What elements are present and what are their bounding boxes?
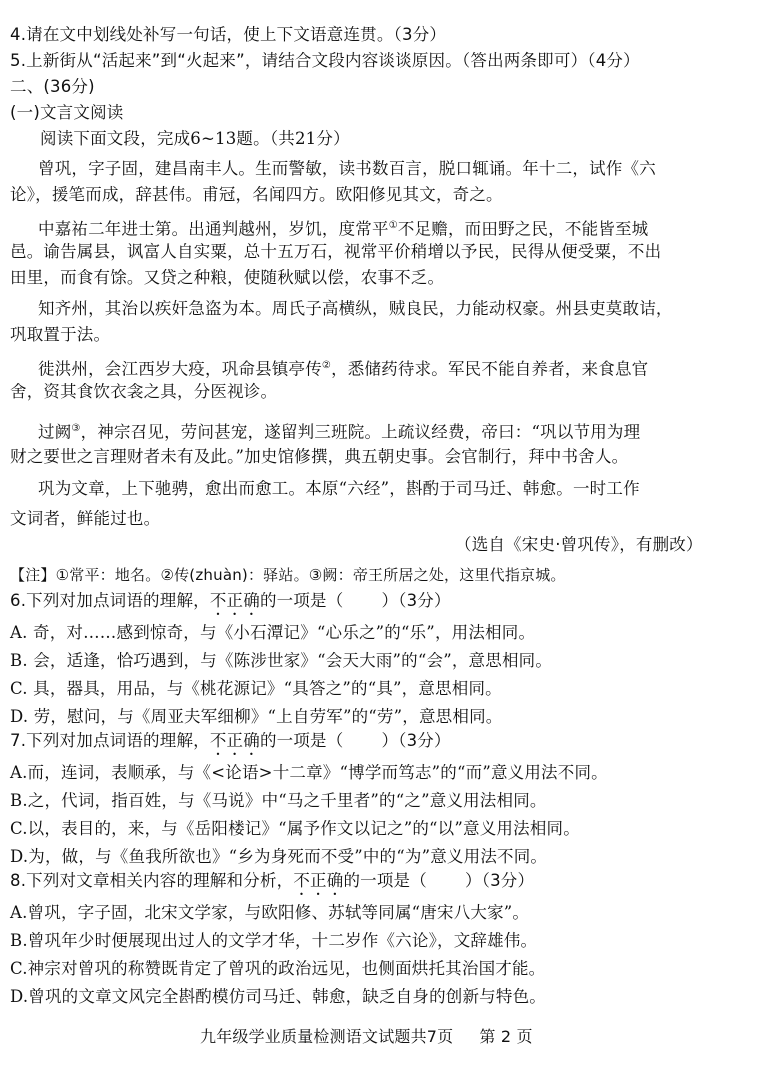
question-8-option: C.神宗对曾巩的称赞既肯定了曾巩的政治远见，也侧面烘托其治国才能。: [10, 959, 546, 978]
question-5: 5.上新街从“活起来”到“火起来”，请结合文段内容谈谈原因。（答出两条即可）（4分）: [10, 51, 640, 70]
stem-text: 的一项是（: [259, 591, 344, 610]
question-6-stem: [10, 590, 451, 619]
passage-text: ，神宗召见，劳问甚宠，遂留判三班院。上疏议经费，帝曰：“巩以节用为理: [80, 422, 641, 442]
note-mark: ②: [321, 360, 332, 371]
passage-line: [38, 215, 648, 241]
passage-line: 财之要世之言理财者未有及此。”加史馆修撰，典五朝史事。会官制行，拜中书舍人。: [10, 447, 629, 466]
stem-text: ）（3分）: [381, 591, 451, 610]
question-7-stem: [10, 730, 451, 759]
passage-text: ，悉储药待求。军民不能自养者，来食息官: [331, 359, 649, 379]
question-7-option: A.而，连词，表顺承，与《<论语>十二章》“博学而笃志”的“而”意义用法不同。: [10, 763, 608, 782]
section-heading: 二、(36分): [10, 77, 95, 96]
passage-notes: 【注】①常平：地名。②传(zhuàn)：驿站。③阙：帝王所居之处，这里代指京城。: [10, 566, 566, 584]
question-7-option: B.之，代词，指百姓，与《马说》中“马之千里者”的“之”意义用法相同。: [10, 791, 547, 810]
question-4: 4.请在文中划线处补写一句话，使上下文语意连贯。（3分）: [10, 25, 447, 44]
passage-line: 论》，援笔而成，辞甚伟。甫冠，名闻四方。欧阳修见其文，奇之。: [10, 185, 503, 204]
passage-line: 曾巩，字子固，建昌南丰人。生而警敏，读书数百言，脱口辄诵。年十二，试作《六: [38, 159, 656, 178]
question-7-option: D.为，做，与《鱼我所欲也》“乡为身死而不受”中的“为”意义用法不同。: [10, 847, 548, 866]
stem-text: 6.下列对加点词语的理解，: [10, 591, 210, 610]
question-6-option: D. 劳，慰问，与《周亚夫军细柳》“上自劳军”的“劳”，意思相同。: [10, 707, 503, 726]
passage-line: 巩为文章，上下驰骋，愈出而愈工。本原“六经”，斟酌于司马迁、韩愈。一时工作: [38, 479, 640, 498]
passage-text: 不足赡，而田野之民，不能皆至城: [397, 219, 649, 239]
passage-text: 过阙: [38, 422, 72, 442]
reading-instruction: 阅读下面文段，完成6~13题。（共21分）: [40, 129, 350, 148]
passage-line: [38, 355, 648, 381]
question-8-option: A.曾巩，字子固，北宋文学家，与欧阳修、苏轼等同属“唐宋八大家”。: [10, 903, 530, 922]
emphasis-text: 不正确: [293, 871, 344, 890]
sub-heading: (一)文言文阅读: [10, 103, 124, 122]
stem-text: ）（3分）: [381, 731, 451, 750]
passage-line: 田里，而食有馀。又贷之种粮，使随秋赋以偿，农事不乏。: [10, 268, 445, 287]
stem-text: ）（3分）: [464, 871, 535, 890]
stem-text: 8.下列对文章相关内容的理解和分析，: [10, 871, 294, 890]
stem-text: 的一项是（: [259, 731, 344, 750]
question-6-option: B. 会，适逢，恰巧遇到，与《陈涉世家》“会天大雨”的“会”，意思相同。: [10, 651, 553, 670]
passage-line: [38, 418, 640, 444]
passage-source: （选自《宋史·曾巩传》，有删改）: [455, 535, 703, 554]
question-8-option: D.曾巩的文章文风完全斟酌模仿司马迁、韩愈，缺乏自身的创新与特色。: [10, 987, 546, 1006]
note-mark: ③: [71, 423, 81, 434]
question-8-stem: [10, 870, 534, 899]
passage-line: 邑。谕告属县，讽富人自实粟，总十五万石，视常平价稍增以予民，民得从便受粟，不出: [10, 242, 662, 261]
question-7-option: C.以，表目的，来，与《岳阳楼记》“属予作文以记之”的“以”意义用法相同。: [10, 819, 580, 838]
page-number: 第 2 页: [479, 1027, 533, 1046]
page-footer: [200, 1026, 533, 1048]
passage-line: 知齐州，其治以疾奸急盗为本。周氏子高横纵，贼良民，力能动权豪。州县吏莫敢诘，: [38, 299, 673, 318]
passage-line: 文词者，鲜能过也。: [10, 509, 161, 528]
question-6-option: A. 奇，对……感到惊奇，与《小石潭记》“心乐之”的“乐”，用法相同。: [10, 623, 536, 642]
emphasis-text: 不正确: [209, 731, 260, 750]
question-6-option: C. 具，器具，用品，与《桃花源记》“具答之”的“具”，意思相同。: [10, 679, 502, 698]
passage-line: 巩取置于法。: [10, 325, 111, 344]
passage-text: 徙洪州，会江西岁大疫，巩命县镇亭传: [38, 359, 322, 379]
exam-title: 九年级学业质量检测语文试题共7页: [200, 1027, 454, 1046]
stem-text: 7.下列对加点词语的理解，: [10, 731, 210, 750]
note-mark: ①: [388, 220, 398, 231]
question-8-option: B.曾巩年少时便展现出过人的文学才华，十二岁作《六论》，文辞雄伟。: [10, 931, 538, 950]
passage-line: 舍，资其食饮衣衾之具，分医视诊。: [10, 382, 278, 401]
passage-text: 中嘉祐二年进士第。出通判越州，岁饥，度常平: [38, 219, 389, 239]
stem-text: 的一项是（: [343, 871, 427, 890]
emphasis-text: 不正确: [209, 591, 260, 610]
